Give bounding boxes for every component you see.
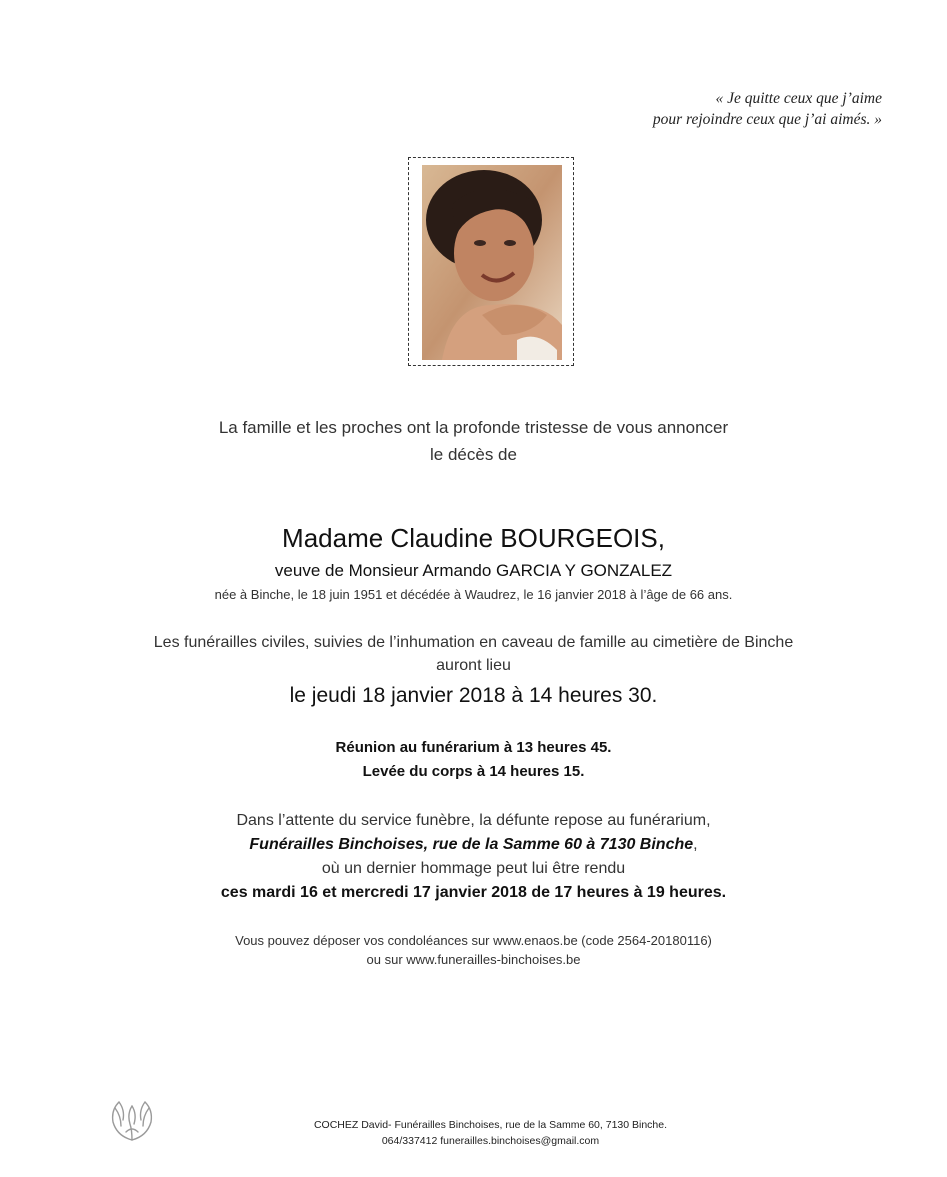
funeral-line-2: auront lieu: [436, 657, 511, 674]
funeral-line-1: Les funérailles civiles, suivies de l’inhumation en caveau de famille au cimetière de Binche: [153, 634, 794, 651]
quote-line-2: pour rejoindre ceux que j’ai aimés. »: [652, 111, 882, 128]
footer-line-1: COCHEZ David- Funérailles Binchoises, rue de la Samme 60, 7130 Binche.: [313, 1119, 668, 1131]
meeting-line-1: Réunion au funérarium à 13 heures 45.: [335, 739, 612, 756]
quote-line-1: « Je quitte ceux que j’aime: [715, 90, 882, 107]
visitation-line-2: [0, 833, 947, 857]
epigraph-quote: [653, 88, 882, 130]
condolences-line-2: ou sur www.funerailles-binchoises.be: [366, 952, 581, 967]
visitation-comma: ,: [693, 836, 698, 853]
portrait-illustration: [422, 165, 562, 360]
visitation-hours: ces mardi 16 et mercredi 17 janvier 2018 de 17 heures à 19 heures.: [220, 884, 727, 901]
portrait-photo: [422, 165, 562, 360]
visitation-line-3: où un dernier hommage peut lui être rendu: [321, 860, 626, 877]
deceased-name: Madame Claudine BOURGEOIS,: [282, 523, 665, 553]
footer-contact: [0, 1117, 947, 1149]
meeting-line-2: Levée du corps à 14 heures 15.: [362, 763, 585, 780]
funeral-date: le jeudi 18 janvier 2018 à 14 heures 30.: [289, 684, 658, 707]
condolences-line-1: Vous pouvez déposer vos condoléances sur www.enaos.be (code 2564-20180116): [235, 933, 712, 948]
intro-line-2: le décès de: [430, 445, 517, 464]
footer-line-2: 064/337412 funerailles.binchoises@gmail.com: [381, 1135, 600, 1147]
announcement-intro: [0, 414, 947, 468]
meeting-times: [0, 736, 947, 784]
funeral-home-address: Funérailles Binchoises, rue de la Samme 60 à 7130 Binche: [249, 836, 694, 853]
portrait-frame: [408, 157, 574, 366]
funeral-announcement: [0, 631, 947, 677]
widow-of-line: veuve de Monsieur Armando GARCIA Y GONZALEZ: [274, 561, 673, 580]
intro-line-1: La famille et les proches ont la profonde tristesse de vous annoncer: [218, 418, 729, 437]
visitation-line-1: Dans l’attente du service funèbre, la défunte repose au funérarium,: [236, 812, 711, 829]
birth-death-line: née à Binche, le 18 juin 1951 et décédée à Waudrez, le 16 janvier 2018 à l’âge de 66 ans.: [214, 587, 733, 602]
visitation-info: [0, 809, 947, 905]
condolences-info: [0, 931, 947, 969]
